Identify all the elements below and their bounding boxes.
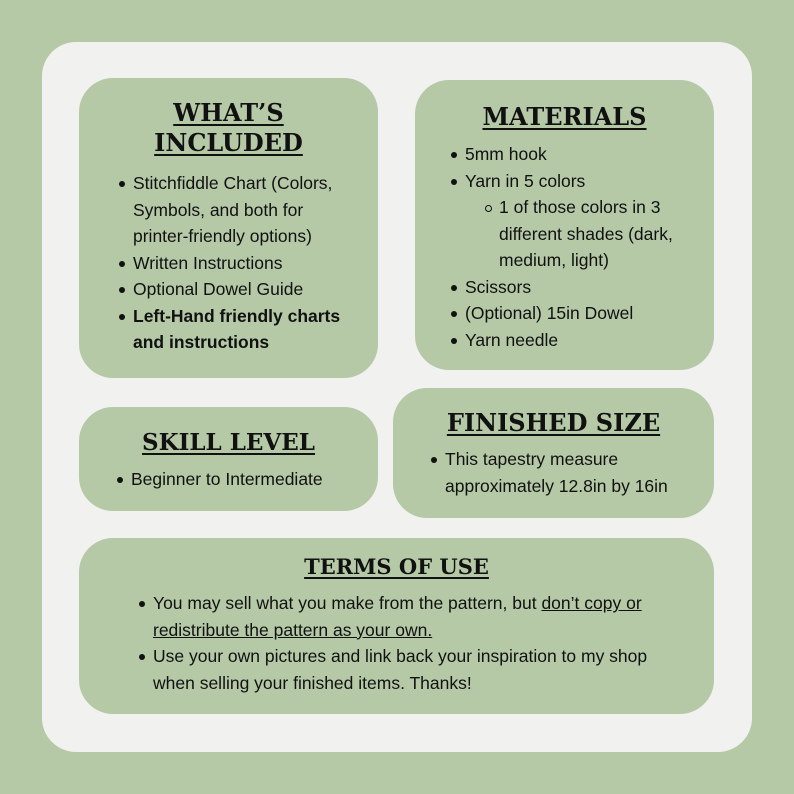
whats-included-title-line2: INCLUDED (154, 128, 303, 157)
whats-included-title-line1: WHAT’S (173, 98, 284, 127)
list-item: 5mm hook (465, 141, 702, 168)
list-item: Left-Hand friendly charts and instructions (133, 303, 360, 356)
terms-item1-text: You may sell what you make from the pattern, but (153, 593, 542, 614)
list-item: 1 of those colors in 3 different shades (dark, medium, light) (499, 194, 702, 274)
list-item: This tapestry measure approximately 12.8in by 16in (445, 446, 704, 499)
terms-item1-underlined: don’t copy or redistribute the pattern as your own. (153, 593, 642, 640)
skill-level-title: SKILL LEVEL (142, 429, 315, 456)
whats-included-card (79, 78, 378, 378)
materials-title: MATERIALS (482, 102, 647, 131)
terms-of-use-title: TERMS OF USE (304, 554, 489, 579)
list-item: Stitchfiddle Chart (Colors, Symbols, and both for printer-friendly options) (133, 170, 360, 250)
terms-list (135, 590, 674, 696)
materials-card (415, 80, 714, 370)
finished-size-list (427, 446, 704, 499)
finished-size-title: FINISHED SIZE (446, 408, 661, 437)
list-item: (Optional) 15in Dowel (465, 300, 702, 327)
list-item: Optional Dowel Guide (133, 276, 360, 303)
materials-list (447, 141, 702, 353)
skill-level-card (79, 407, 378, 511)
list-item: Scissors (465, 274, 702, 301)
skill-level-list (113, 466, 368, 493)
whats-included-list (115, 170, 360, 356)
list-item (153, 590, 674, 643)
whats-included-title (97, 98, 360, 158)
list-item: Yarn needle (465, 327, 702, 354)
finished-size-card (393, 388, 714, 518)
list-item: Written Instructions (133, 250, 360, 277)
terms-of-use-card (79, 538, 714, 714)
list-item: Use your own pictures and link back your inspiration to my shop when selling your finished items. Thanks! (153, 643, 674, 696)
list-item: Beginner to Intermediate (131, 466, 368, 493)
list-item: Yarn in 5 colors (465, 168, 702, 195)
